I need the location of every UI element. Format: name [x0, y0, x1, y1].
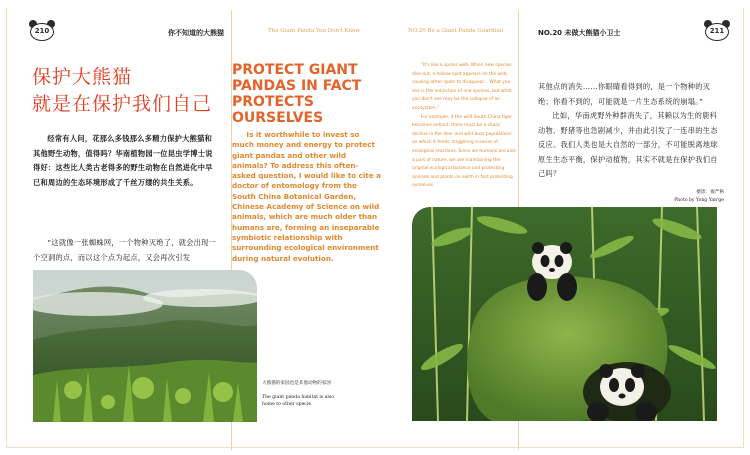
chinese-title-line-1: 保护大熊猫 [32, 66, 133, 88]
english-title-line-2: PANDAS IN FACT [232, 78, 362, 94]
chinese-body-right-paragraph-1: 其他点的消失……你眼睛看得到的，是一个物种的灭绝；你看不到的，可能就是一片生态系统的崩塌。” [538, 82, 711, 106]
running-header-left: 你不知道的大熊猫 [168, 29, 224, 37]
panda-photo [412, 207, 717, 421]
page-number-badge-right [704, 20, 730, 42]
english-title-line-3: PROTECTS OURSELVES [232, 94, 324, 126]
running-header-en-left: The Giant Panda You Don't Know [268, 28, 361, 34]
page-number: 211 [709, 27, 725, 35]
photo-caption-cn: 大熊猫的家园也是其他动物的家园 [262, 381, 331, 386]
chinese-title-line-2: 就是在保护我们自己 [32, 93, 213, 115]
chinese-title [32, 64, 212, 118]
chinese-intro-paragraph: 经常有人问，花那么多钱那么多精力保护大熊猫和其他野生动物，值得吗？华南植物园一位昆虫学博士说得好：这些比人类古老得多的野生动物在自然进化中早已和周边的生态环境形成了千丝万缕的共生关系。 [33, 134, 213, 187]
english-intro-paragraph: Is it worthwhile to invest so much money and energy to protect giant pandas and other wild animals? To address this often-asked question, I would like to cite a doctor of entomology from the South China Botanical Garden, Chinese Academy of Science on wild animals, which are much older than humans are, forming an inseparable symbiotic relationship with surrounding ecological environment during natural evolution. [232, 130, 381, 263]
forest-photo [33, 270, 257, 422]
photo-credit-en: Photo by Yong Yan'ge [674, 198, 724, 203]
photo-caption-en: The giant panda habitat is also home to other specie [262, 395, 335, 407]
chinese-body-left [33, 236, 219, 265]
running-header-right: NO.20 未做大熊猫小卫士 [538, 29, 621, 37]
page-number-badge-left [29, 20, 55, 42]
chinese-body-right [538, 80, 718, 182]
photo-credit-cn: 摄影：雍严格 [696, 190, 724, 195]
page-number: 210 [34, 27, 50, 35]
english-quote-paragraph-2: For example, if the wild South China tiger becomes extinct, there must be a sharp decline in the deer and wild boar populations on which it feeds, triggering a series of ecological reactions. Since we humans are also a part of nature, we are maintaining the original ecological balance and protecting animals and plants on earth in fact protecting ourselves. [412, 114, 516, 189]
english-intro [232, 130, 382, 264]
english-title [232, 62, 362, 126]
running-header-en-right: NO.20 Be a Giant Panda Guardian [408, 28, 504, 34]
english-quote-paragraph-1: “It's like a spider web. When new species dies out, a hollow spot appears on the web, causing other spots to disappear... What you see is the extinction of one species, but what you don't see may be the collapse of an ecosystem.” [412, 63, 512, 111]
chinese-intro [33, 132, 219, 190]
english-title-line-1: PROTECT GIANT [232, 62, 358, 78]
chinese-body-paragraph: “这就像一张蜘蛛网，一个物种灭绝了，就会出现一个空洞的点，而以这个点为起点，又会再次引发 [33, 238, 217, 262]
english-quote [412, 62, 516, 191]
chinese-body-right-paragraph-2: 比如，华南虎野外种群消失了，其赖以为生的鹿科动物、野猪等也急剧减少，并由此引发了一连串的生态反应。我们人类也是大自然的一部分，不可能脱离地球原生生态平衡，保护动植物，其实不就是在保护我们自己吗？ [538, 111, 718, 178]
